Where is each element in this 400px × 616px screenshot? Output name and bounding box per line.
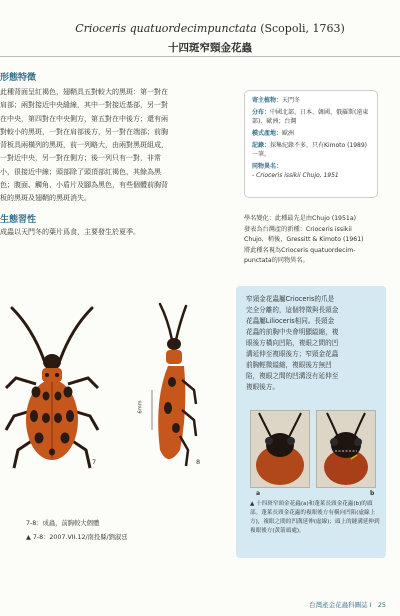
specimen-dorsal-figure (2, 298, 102, 478)
morphology-line: 在中央，第四對在中央側方，第五對在中後方；還有兩 (0, 114, 168, 123)
habits-heading: 生態習性 (0, 215, 37, 225)
note-line: 發表為台灣產的新種：Crioceris issikii (244, 225, 352, 233)
figure-7-number: 7 (92, 458, 97, 466)
species-info-box (244, 90, 378, 198)
type-locality-value: 歐洲 (282, 130, 295, 137)
note-line: 將此種名視為Crioceris quatuordecim- (244, 246, 356, 254)
host-plant-row (252, 96, 370, 105)
note-line: 學名變化：此種最先是由Chujo (1951a) (244, 215, 357, 222)
note-line: punctata的同物異名。 (244, 257, 309, 264)
morphology-line: 此種背面呈紅褐色，翅鞘具五對較大的黑斑：第一對在 (0, 88, 168, 96)
synonym-row (252, 162, 370, 180)
habits-text: 成蟲以天門冬的葉片爲食，主要發生於夏季。 (0, 228, 140, 236)
specimen-lateral-figure (146, 300, 206, 480)
morphology-line: 板的黑斑及翅鞘的黑斑消失。 (0, 194, 91, 203)
host-value: 天門冬 (282, 97, 301, 104)
comparison-line: 花蟲的前胸中央會明顯縊縮，複 (246, 328, 339, 336)
scientific-name: Crioceris quatuordecimpunctata (75, 22, 257, 35)
head-photo-a (250, 410, 310, 488)
records-row (252, 141, 370, 159)
page-footer (305, 600, 386, 609)
chinese-name: 十四斑窄頸金花蟲 (168, 42, 252, 54)
comparison-line: 複眼後方。 (246, 383, 279, 391)
note-line: Chujo，稍後，Gressitt & Kimoto (1961) (244, 236, 364, 243)
morphology-line: 肩部；兩對接近中央縫線，其中一對接近基部，另一對 (0, 101, 168, 110)
distribution-label: 分布： (252, 109, 271, 116)
host-label: 寄主植物： (252, 97, 283, 104)
nomenclature-note (244, 214, 384, 267)
comparison-text (246, 294, 376, 393)
comparison-line: 溝延伸至複眼後方；窄頸金花蟲 (246, 350, 339, 358)
beetle-head-b-image (317, 411, 375, 487)
morphology-line: 小，很接近中線；頭部除了頭頂部紅褐色，其餘為黑 (0, 167, 161, 176)
comparison-line: 陷，複眼之間的凹溝沒有延伸至 (246, 372, 339, 380)
comparison-line: 眼後方橫向凹陷，複眼之間的凹 (246, 339, 339, 347)
morphology-line: 一對近中央，另一對在側方；後一列只有一對，非常 (0, 154, 161, 163)
book-title: 台灣產金花蟲科圖誌 I (309, 601, 372, 609)
morphology-line: 對較小的黑斑，一對在肩部後方，另一對在端部；前胸 (0, 127, 168, 136)
photo-b-label: b (370, 490, 375, 497)
species-title (30, 22, 390, 35)
synonym-label: 同物異名： (252, 163, 283, 170)
morphology-line: 色；腹面、觸角、小盾片及腳為黑色，有些個體前胸背 (0, 181, 168, 190)
head-photo-b (316, 410, 376, 488)
authority: (Scopoli, 1763) (260, 22, 345, 35)
figure-8-number: 8 (196, 458, 201, 466)
records-label: 記錄： (252, 142, 271, 149)
morphology-line: 背板具兩橫列的黑斑，前一列略大，由兩對黑斑組成， (0, 141, 168, 150)
morphology-heading: 形態特徵 (0, 73, 37, 83)
title-divider (0, 56, 400, 57)
comparison-line: 完全分離的，這個特徵與長頸金 (246, 306, 339, 314)
comparison-caption: ▲ 十四斑窄頸金花蟲(a)和蓬萊長頸金花蟲(b)的頭部。蓬萊長頸金花蟲的複眼後方有橫向凹陷(虛線上方)，複眼之間的凹溝延伸(虛線)；頭上的縫溝延伸到複眼後方(黃箭頭處)。 (250, 501, 380, 534)
beetle-head-a-image (251, 411, 309, 487)
photo-a-label: a (256, 490, 261, 497)
comparison-line: 花蟲屬Lilioceris相同。長頸金 (246, 317, 335, 325)
scale-bar-label: 6mm (137, 400, 144, 414)
distribution-row (252, 108, 370, 126)
page-number: 25 (377, 601, 386, 609)
comparison-line: 前胸輕微縊縮，複眼後方無凹 (246, 361, 332, 369)
type-locality-label: 模式產地： (252, 130, 283, 137)
synonym-value: - Crioceris issikii Chujo, 1951 (252, 172, 339, 179)
records-value: 採集紀錄不多，只有Kimoto (1989)一筆。 (252, 142, 368, 158)
figure-caption-2: ▲ 7-8：2007.VII.12/南投縣/劉淑廷 (26, 534, 128, 541)
figure-caption-1: 7-8：成蟲，前胸較大個體 (26, 520, 100, 527)
type-locality-row (252, 129, 370, 138)
morphology-text (0, 86, 232, 206)
distribution-value: 中國北部、日本、韓國、俄羅斯(遠東部)、歐洲；台灣 (252, 109, 369, 125)
comparison-line: 窄頸金花蟲屬Crioceris的爪是 (246, 295, 335, 303)
